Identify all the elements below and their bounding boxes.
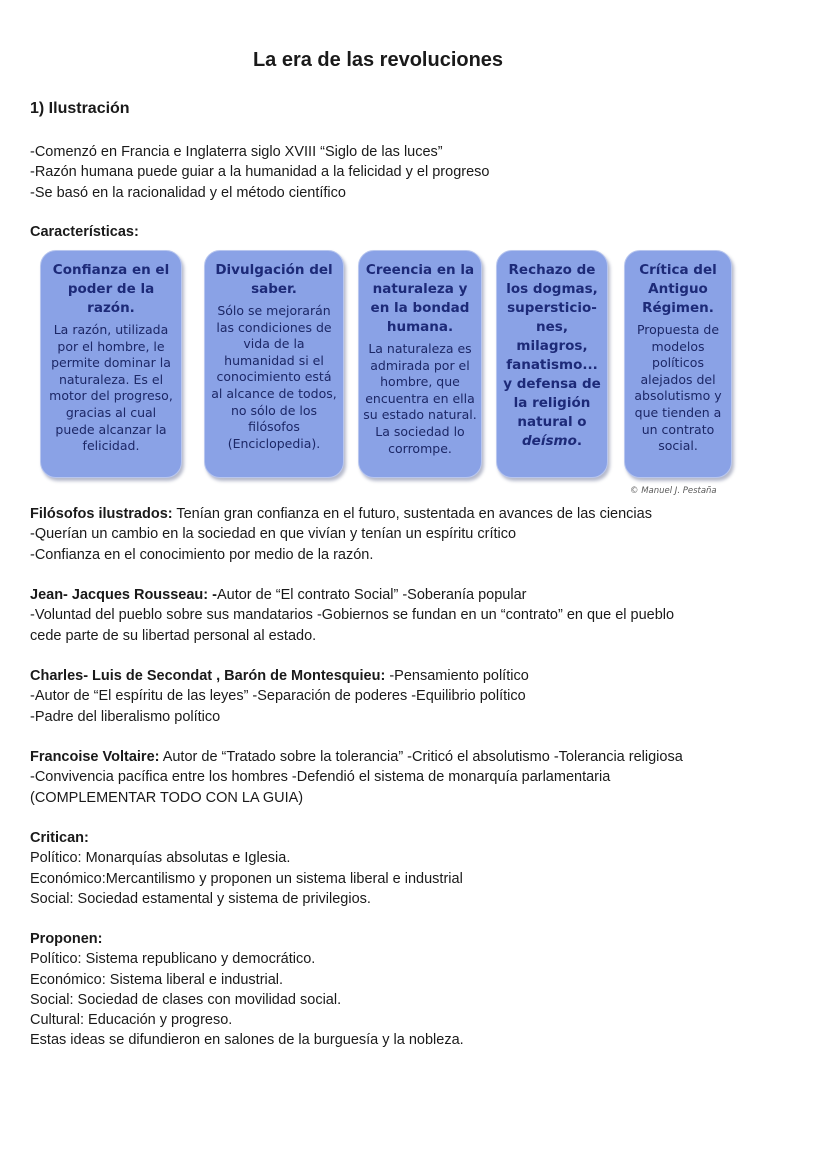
proponen-line: Económico: Sistema liberal e industrial.	[30, 971, 284, 988]
card-title: Crítica del Antiguo Régimen.	[639, 262, 717, 316]
montesquieu-text: -Pensamiento político	[385, 668, 529, 684]
intro-line: -Comenzó en Francia e Inglaterra siglo XVIII “Siglo de las luces”	[30, 144, 443, 160]
voltaire-line: -Convivencia pacífica entre los hombres -Defendió el sistema de monarquía parlamentaria	[30, 769, 611, 786]
card-body: La naturaleza es admirada por el hombre, que encuentra en ella su estado natural. La sociedad lo corrompe.	[363, 341, 477, 456]
proponen-line: Político: Sistema republicano y democrático.	[30, 951, 316, 968]
montesquieu-section	[30, 666, 529, 727]
voltaire-label: Francoise Voltaire:	[30, 749, 160, 765]
proponen-line: Cultural: Educación y progreso.	[30, 1012, 233, 1029]
intro-line: -Se basó en la racionalidad y el método científico	[30, 184, 346, 201]
card-body: La razón, utilizada por el hombre, le permite dominar la naturaleza. Es el motor del progreso, gracias al cual puede alcanzar la felicidad.	[49, 322, 173, 454]
card-title-end: .	[576, 433, 582, 449]
critican-label: Critican:	[30, 830, 89, 846]
rousseau-line: cede parte de su libertad personal al estado.	[30, 627, 317, 644]
section-heading-ilustracion: 1) Ilustración	[30, 100, 130, 117]
intro-list	[30, 142, 489, 203]
voltaire-section	[30, 747, 683, 808]
philosophers-section	[30, 504, 652, 565]
proponen-section	[30, 929, 464, 1051]
card-body: Sólo se mejorarán las condiciones de vida de la humanidad si el conocimiento está al alcance de todos, no sólo de los filósofos (Enciclopedia).	[211, 303, 337, 451]
image-credit: © Manuel J. Pestaña	[630, 486, 717, 496]
proponen-label: Proponen:	[30, 931, 103, 947]
montesquieu-line: -Autor de “El espíritu de las leyes” -Separación de poderes -Equilibrio político	[30, 688, 526, 705]
montesquieu-label: Charles- Luis de Secondat , Barón de Montesquieu:	[30, 668, 386, 684]
intro-line: -Razón humana puede guiar a la humanidad a la felicidad y el progreso	[30, 164, 490, 181]
page-title: La era de las revoluciones	[252, 49, 504, 71]
characteristics-label: Características:	[30, 224, 139, 240]
card-naturaleza	[358, 250, 482, 478]
card-title	[501, 261, 603, 451]
proponen-line: Social: Sociedad de clases con movilidad social.	[30, 991, 342, 1008]
critican-line: Social: Sociedad estamental y sistema de privilegios.	[30, 890, 371, 907]
characteristics-diagram	[40, 250, 734, 482]
montesquieu-line: -Padre del liberalismo político	[30, 708, 221, 725]
rousseau-text: Autor de “El contrato Social” -Soberanía popular	[216, 587, 527, 603]
philosophers-text: Tenían gran confianza en el futuro, sustentada en avances de las ciencias	[172, 506, 652, 522]
rousseau-label: Jean- Jacques Rousseau: -	[30, 587, 217, 603]
critican-line: Económico:Mercantilismo y proponen un sistema liberal e industrial	[30, 870, 463, 887]
card-title: Divulgación del saber.	[215, 262, 333, 297]
card-divulgacion	[204, 250, 344, 478]
card-antiguo-regimen	[624, 250, 732, 478]
card-body: Propuesta de modelos políticos alejados del absolutismo y que tienden a un contrato social.	[634, 322, 722, 454]
critican-line: Político: Monarquías absolutas e Iglesia.	[30, 850, 291, 867]
philosophers-line: -Confianza en el conocimiento por medio de la razón.	[30, 546, 374, 563]
card-dogmas	[496, 250, 608, 478]
philosophers-label: Filósofos ilustrados:	[30, 506, 173, 522]
card-title: Creencia en la naturaleza y en la bondad humana.	[365, 262, 475, 335]
voltaire-line: (COMPLEMENTAR TODO CON LA GUIA)	[30, 789, 304, 806]
card-title-text: Rechazo de los dogmas, supersticio-nes, milagros, fanatismo... y defensa de la religión natural o	[503, 262, 601, 430]
card-title: Confianza en el poder de la razón.	[52, 262, 170, 316]
critican-section	[30, 828, 463, 909]
rousseau-section	[30, 585, 674, 646]
rousseau-line: -Voluntad del pueblo sobre sus mandatarios -Gobiernos se fundan en un “contrato” en que el pueblo	[30, 607, 675, 624]
proponen-line: Estas ideas se difundieron en salones de la burguesía y la nobleza.	[30, 1032, 464, 1049]
philosophers-line: -Querían un cambio en la sociedad en que vivían y tenían un espíritu crítico	[30, 526, 517, 543]
card-razon	[40, 250, 182, 478]
card-title-italic: deísmo	[522, 433, 577, 449]
voltaire-text: Autor de “Tratado sobre la tolerancia” -Criticó el absolutismo -Tolerancia religiosa	[159, 749, 683, 765]
